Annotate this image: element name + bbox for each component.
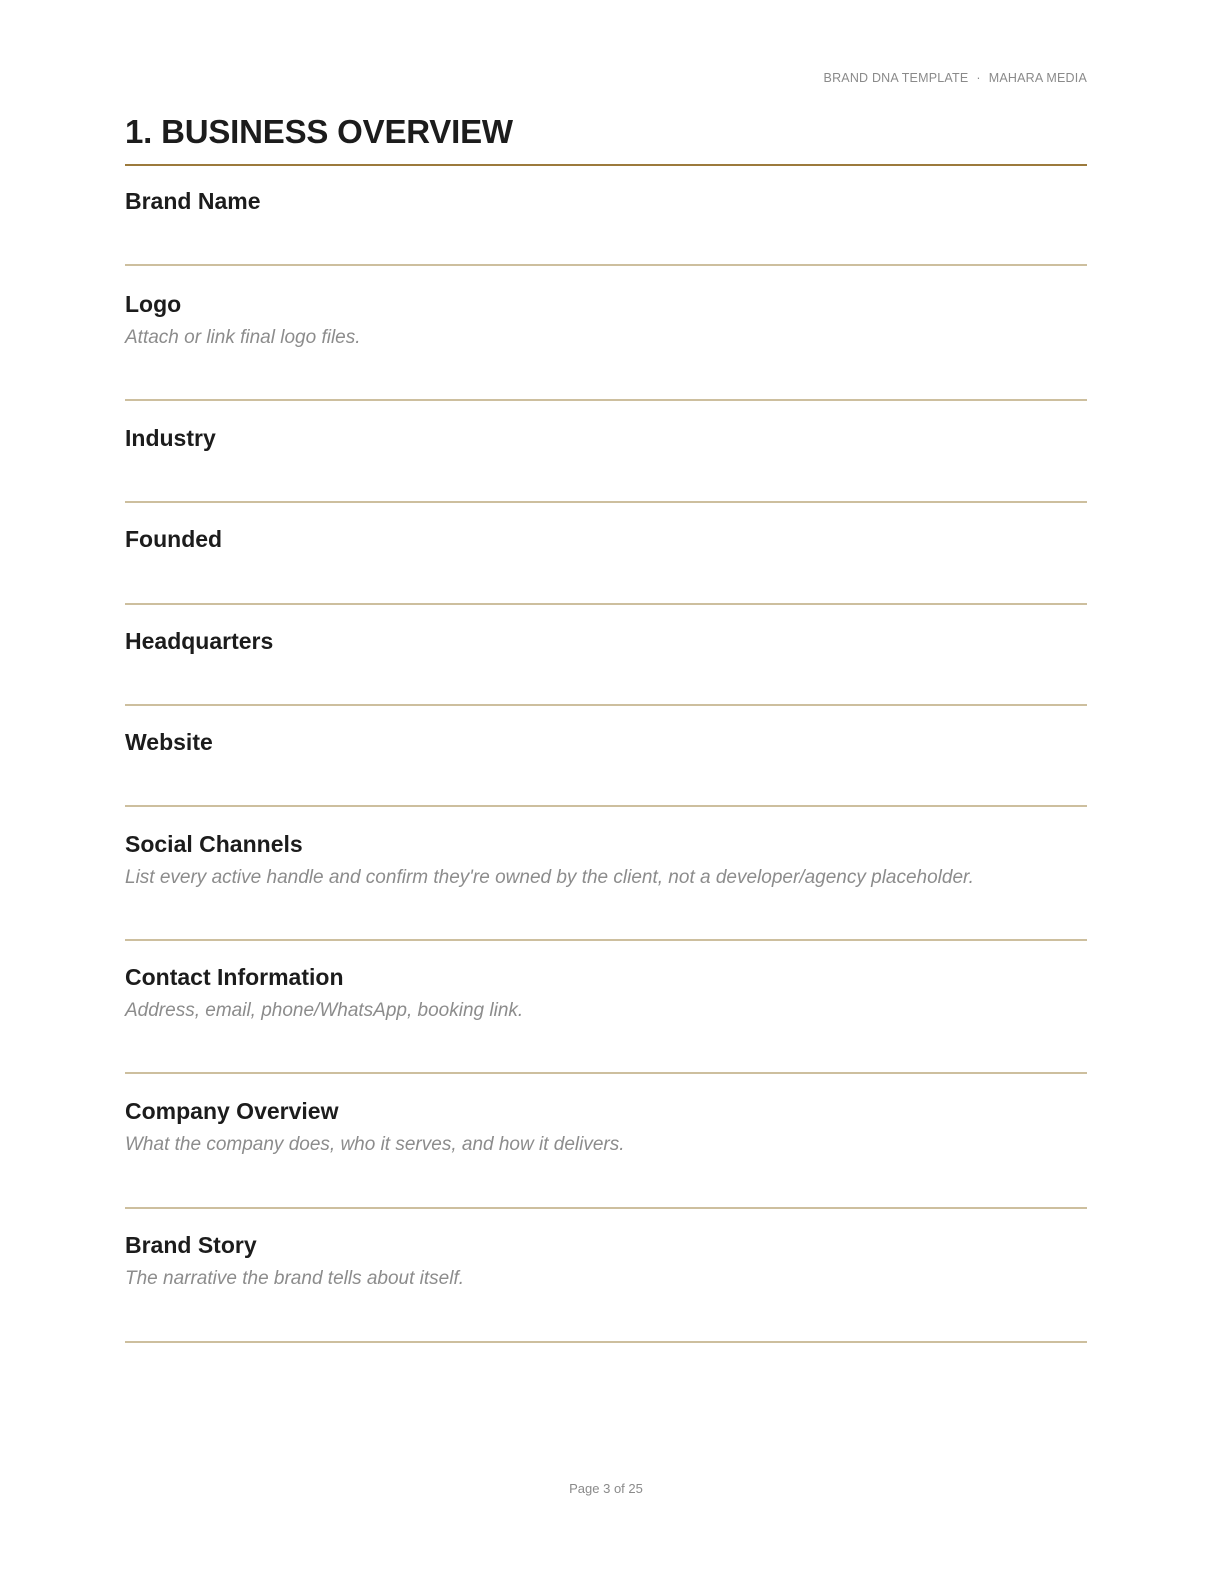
field-label: Brand Name xyxy=(125,188,261,214)
field-website xyxy=(125,727,1087,757)
field-hint: Attach or link final logo files. xyxy=(125,327,361,348)
field-label: Industry xyxy=(125,425,216,451)
field-answer-line[interactable] xyxy=(125,1072,1087,1074)
field-label: Contact Information xyxy=(125,964,344,990)
field-label: Founded xyxy=(125,526,223,552)
field-hint: What the company does, who it serves, and how it delivers. xyxy=(125,1134,625,1155)
field-industry xyxy=(125,423,1087,453)
field-answer-line[interactable] xyxy=(125,704,1087,706)
running-header-title: BRAND DNA TEMPLATE xyxy=(823,71,969,85)
field-label: Company Overview xyxy=(125,1098,339,1124)
field-headquarters xyxy=(125,626,1087,656)
field-hint: The narrative the brand tells about itself. xyxy=(125,1268,465,1289)
field-answer-line[interactable] xyxy=(125,399,1087,401)
field-social-channels xyxy=(125,829,1087,891)
field-label: Headquarters xyxy=(125,628,274,654)
field-answer-line[interactable] xyxy=(125,939,1087,941)
field-label: Social Channels xyxy=(125,831,303,857)
running-header xyxy=(824,71,1087,85)
field-contact-information xyxy=(125,962,1087,1024)
field-hint: Address, email, phone/WhatsApp, booking link. xyxy=(125,1000,524,1021)
section-title: 1. BUSINESS OVERVIEW xyxy=(125,113,513,150)
page-number: Page 3 of 25 xyxy=(569,1481,643,1496)
field-answer-line[interactable] xyxy=(125,805,1087,807)
running-header-separator: · xyxy=(976,71,981,85)
field-founded xyxy=(125,524,1087,554)
running-header-company: MAHARA MEDIA xyxy=(988,71,1087,85)
field-answer-line[interactable] xyxy=(125,1341,1087,1343)
field-logo xyxy=(125,289,1087,351)
field-brand-name xyxy=(125,186,1087,216)
field-label: Logo xyxy=(125,291,182,317)
field-brand-story xyxy=(125,1230,1087,1292)
field-answer-line[interactable] xyxy=(125,1207,1087,1209)
field-label: Brand Story xyxy=(125,1232,257,1258)
field-answer-line[interactable] xyxy=(125,603,1087,605)
field-label: Website xyxy=(125,729,213,755)
field-answer-line[interactable] xyxy=(125,501,1087,503)
field-answer-line[interactable] xyxy=(125,264,1087,266)
field-hint: List every active handle and confirm they're owned by the client, not a developer/agency placeholder. xyxy=(125,867,974,888)
section-title-rule xyxy=(125,164,1087,166)
field-company-overview xyxy=(125,1096,1087,1158)
